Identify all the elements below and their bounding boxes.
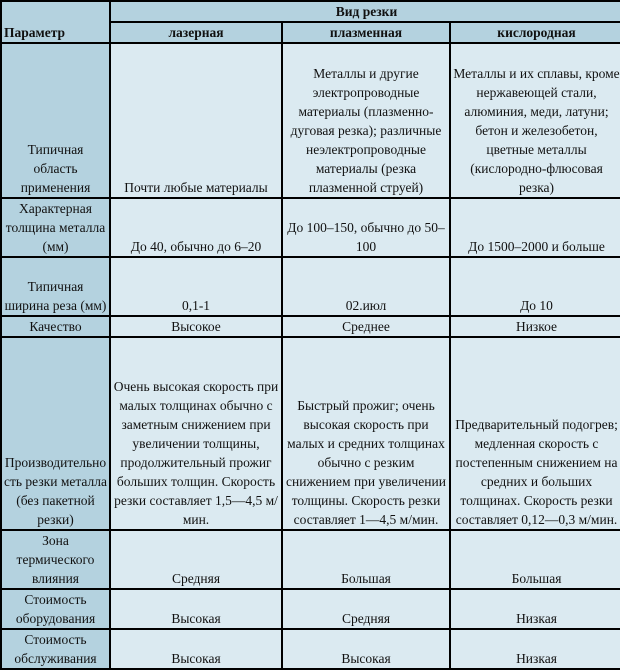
- cell-plasma: Среднее: [283, 317, 449, 336]
- row-param: Типичная область применения: [2, 44, 109, 197]
- header-cut-type: Вид резки: [111, 2, 620, 21]
- header-param: Параметр: [2, 2, 109, 42]
- row-param: Стоимость оборудования: [2, 590, 109, 628]
- table-row: [2, 590, 620, 628]
- cell-laser: 0,1-1: [111, 258, 281, 315]
- cell-oxygen: Металлы и их сплавы, кроме нержавеющей стали, алюминия, меди, латуни; бетон и железобетон, цветные металлы (кислородно-флюсовая резка): [451, 44, 620, 197]
- cell-laser: Средняя: [111, 531, 281, 588]
- table-row: [2, 531, 620, 588]
- header-plasma: плазменная: [283, 23, 449, 42]
- cell-oxygen: До 1500–2000 и больше: [451, 199, 620, 256]
- cell-laser: До 40, обычно до 6–20: [111, 199, 281, 256]
- cell-oxygen: Предварительный подогрев; медленная скорость с постепенным снижением на средних и больших толщинах. Скорость резки составляет 0,12—0,3 м/мин.: [451, 338, 620, 529]
- cell-plasma: Высокая: [283, 630, 449, 668]
- header-laser: лазерная: [111, 23, 281, 42]
- header-oxygen: кислородная: [451, 23, 620, 42]
- row-param: Качество: [2, 317, 109, 336]
- table-row: [2, 317, 620, 336]
- cell-plasma: Металлы и другие электропроводные материалы (плазменно-дуговая резка); различные неэлектропроводные материалы (резка плазменной струей): [283, 44, 449, 197]
- cell-plasma: До 100–150, обычно до 50–100: [283, 199, 449, 256]
- row-param: Характерная толщина металла (мм): [2, 199, 109, 256]
- cell-laser: Очень высокая скорость при малых толщинах обычно с заметным снижением при увеличении толщины, продолжительный прожиг больших толщин. Скорость резки составляет 1,5—4,5 м/мин.: [111, 338, 281, 529]
- cell-oxygen: Большая: [451, 531, 620, 588]
- table-row: [2, 338, 620, 529]
- table-row: [2, 44, 620, 197]
- row-param: Зона термического влияния: [2, 531, 109, 588]
- cell-plasma: Большая: [283, 531, 449, 588]
- table-row: [2, 630, 620, 668]
- header-row-group: [2, 2, 620, 21]
- row-param: Производительность резки металла (без пакетной резки): [2, 338, 109, 529]
- cell-oxygen: Низкая: [451, 630, 620, 668]
- cell-laser: Высокая: [111, 590, 281, 628]
- row-param: Стоимость обслуживания: [2, 630, 109, 668]
- row-param: Типичная ширина реза (мм): [2, 258, 109, 315]
- cell-oxygen: Низкое: [451, 317, 620, 336]
- cell-laser: Почти любые материалы: [111, 44, 281, 197]
- cell-plasma: 02.июл: [283, 258, 449, 315]
- cell-oxygen: Низкая: [451, 590, 620, 628]
- cell-oxygen: До 10: [451, 258, 620, 315]
- cell-laser: Высокое: [111, 317, 281, 336]
- table-row: [2, 199, 620, 256]
- cell-plasma: Быстрый прожиг; очень высокая скорость при малых и средних толщинах обычно с резким снижением при увеличении толщины. Скорость резки составляет 1—4,5 м/мин.: [283, 338, 449, 529]
- cell-laser: Высокая: [111, 630, 281, 668]
- cell-plasma: Средняя: [283, 590, 449, 628]
- table-row: [2, 258, 620, 315]
